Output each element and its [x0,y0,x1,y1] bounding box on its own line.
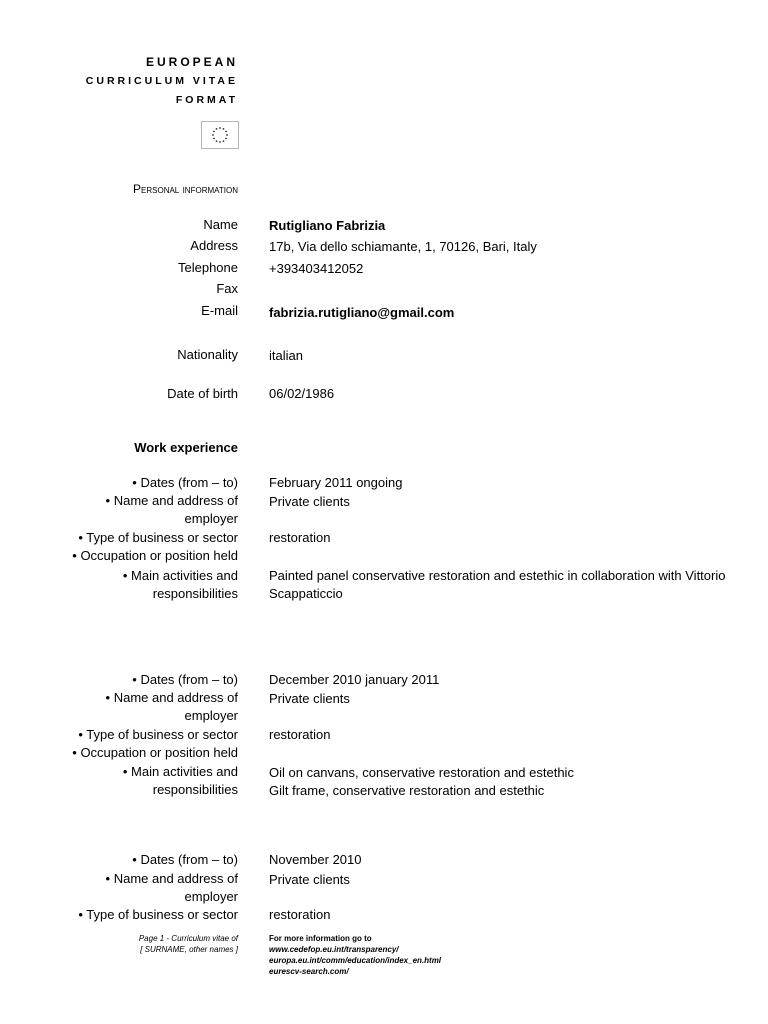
footer-link-cedefop[interactable]: www.cedefop.eu.int/transparency/ [269,945,399,954]
label-occupation: • Occupation or position held [72,548,238,563]
value-sector: restoration [269,727,331,742]
value-sector: restoration [269,907,331,922]
label-activities: • Main activities and responsibilities [122,568,238,601]
value-dates: November 2010 [269,852,362,867]
value-telephone: +393403412052 [269,261,364,276]
label-nationality: Nationality [177,347,238,362]
value-date-of-birth: 06/02/1986 [269,386,335,401]
footer-link-europa[interactable]: europa.eu.int/comm/education/index_en.html [269,956,442,965]
value-dates: February 2011 ongoing [269,475,403,490]
footer-link-eurescv[interactable]: eurescv-search.com/ [269,967,349,976]
eu-flag-icon [201,121,239,149]
value-activities-line-1: Oil on canvans, conservative restoration and estethic [269,765,574,780]
label-employer: • Name and address of employer [105,871,238,904]
value-activities: Painted panel conservative restoration and estethic in collaboration with Vittorio Scappaticcio [269,568,726,601]
label-telephone: Telephone [178,260,238,275]
section-personal-information: Personal information [133,182,238,196]
value-employer: Private clients [269,494,350,509]
label-dates: • Dates (from – to) [132,475,238,490]
label-email: E-mail [201,303,238,318]
label-activities: • Main activities and responsibilities [122,764,238,797]
footer-page-info [38,933,238,955]
value-sector: restoration [269,530,331,545]
label-address: Address [190,238,238,253]
document-title [40,53,238,110]
title-line-3: FORMAT [175,94,238,106]
footer-more-info [269,933,569,977]
label-sector: • Type of business or sector [78,907,238,922]
label-fax: Fax [216,281,238,296]
label-sector: • Type of business or sector [78,727,238,742]
value-nationality: italian [269,348,303,363]
label-sector: • Type of business or sector [78,530,238,545]
title-line-2: CURRICULUM VITAE [85,75,238,87]
value-email: fabrizia.rutigliano@gmail.com [269,305,455,320]
footer-page-line-2: [ SURNAME, other names ] [140,945,238,954]
value-address: 17b, Via dello schiamante, 1, 70126, Bari, Italy [269,239,537,254]
value-dates: December 2010 january 2011 [269,672,440,687]
value-activities-line-2: Gilt frame, conservative restoration and estethic [269,783,545,798]
title-line-1: EUROPEAN [145,55,238,69]
footer-page-line-1: Page 1 - Curriculum vitae of [138,934,238,943]
label-occupation: • Occupation or position held [72,745,238,760]
label-dates: • Dates (from – to) [132,852,238,867]
value-employer: Private clients [269,691,350,706]
label-employer: • Name and address of employer [105,690,238,723]
label-employer: • Name and address of employer [105,493,238,526]
label-dates: • Dates (from – to) [132,672,238,687]
label-date-of-birth: Date of birth [167,386,238,401]
section-work-experience: Work experience [134,440,238,455]
value-name: Rutigliano Fabrizia [269,218,386,233]
value-employer: Private clients [269,872,350,887]
footer-info-heading: For more information go to [269,934,372,943]
label-name: Name [203,217,238,232]
